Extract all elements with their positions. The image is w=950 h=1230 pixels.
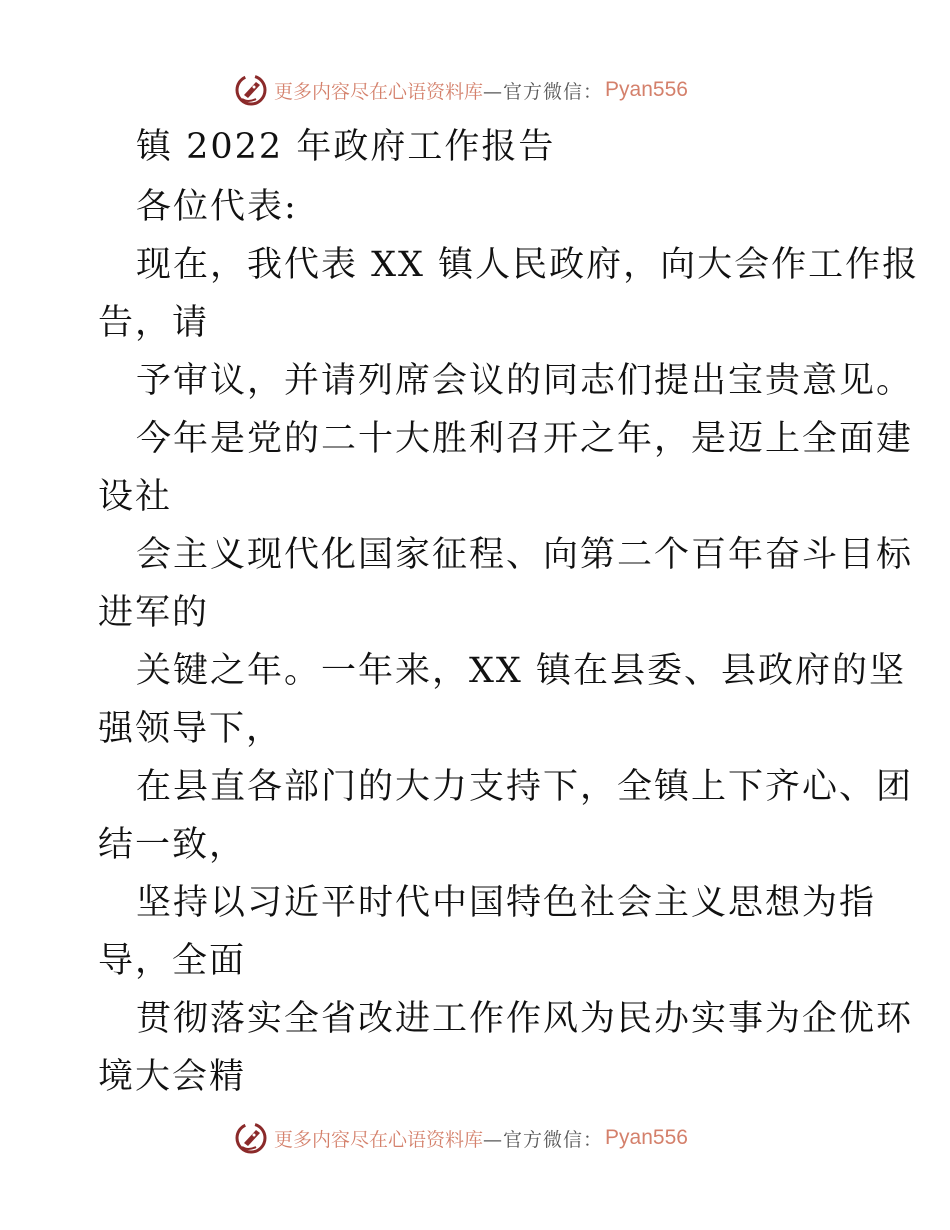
paragraph-line: 坚持以习近平时代中国特色社会主义思想为指 bbox=[136, 883, 877, 923]
watermark-text-wechat: —官方微信： bbox=[483, 80, 604, 103]
paragraph-line: 贯彻落实全省改进工作作风为民办实事为企优环 bbox=[136, 999, 914, 1039]
salutation: 各位代表: bbox=[136, 187, 298, 227]
paragraph-line: 今年是党的二十大胜利召开之年，是迈上全面建 bbox=[136, 419, 914, 459]
paragraph-line: 现在，我代表 XX 镇人民政府，向大会作工作报 bbox=[136, 245, 920, 285]
watermark-wechat-id: Pyan556 bbox=[605, 1126, 688, 1149]
watermark-wechat-id: Pyan556 bbox=[605, 78, 688, 101]
paragraph-line: 会主义现代化国家征程、向第二个百年奋斗目标 bbox=[136, 535, 914, 575]
watermark-text-wechat: —官方微信： bbox=[483, 1128, 604, 1151]
pen-nib-logo-icon bbox=[234, 1121, 268, 1155]
paragraph-line: 在县直各部门的大力支持下，全镇上下齐心、团 bbox=[136, 767, 914, 807]
document-title: 镇 2022 年政府工作报告 bbox=[136, 127, 556, 167]
watermark-text-main: 更多内容尽在心语资料库 bbox=[274, 80, 484, 103]
header-watermark bbox=[234, 70, 688, 110]
paragraph-line: 结一致， bbox=[98, 825, 247, 865]
pen-nib-logo-icon bbox=[234, 73, 268, 107]
paragraph-line: 告，请 bbox=[98, 303, 210, 343]
paragraph-line: 导，全面 bbox=[98, 941, 247, 981]
paragraph-line: 予审议，并请列席会议的同志们提出宝贵意见。 bbox=[136, 361, 914, 401]
watermark-text-main: 更多内容尽在心语资料库 bbox=[274, 1128, 484, 1151]
paragraph-line: 境大会精 bbox=[98, 1057, 247, 1097]
paragraph-line: 进军的 bbox=[98, 593, 210, 633]
paragraph-line: 设社 bbox=[98, 477, 173, 517]
paragraph-line: 强领导下， bbox=[98, 709, 284, 749]
paragraph-line: 关键之年。一年来，XX 镇在县委、县政府的坚 bbox=[136, 651, 906, 691]
footer-watermark bbox=[234, 1118, 688, 1158]
